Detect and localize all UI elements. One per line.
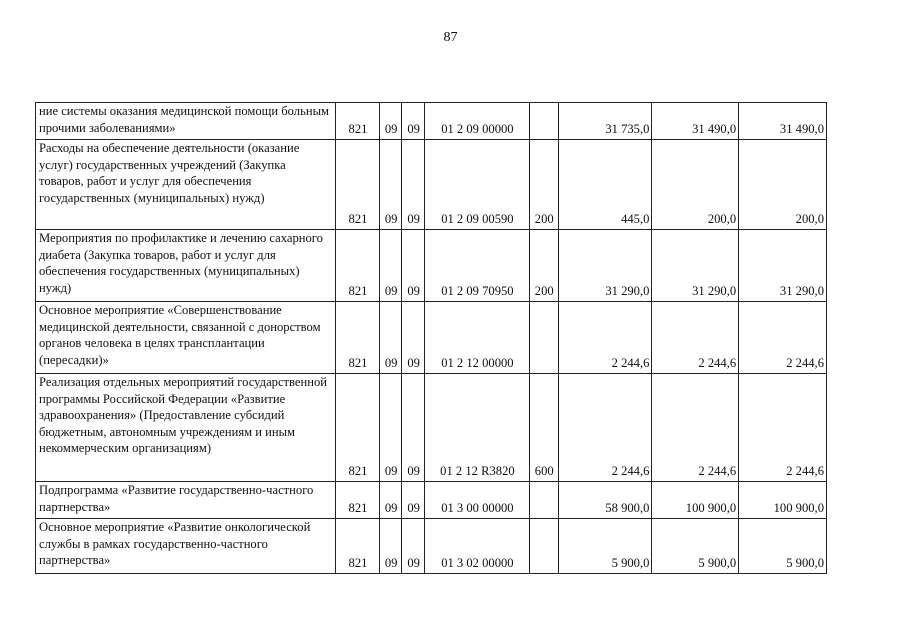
row-amount-year1: 31 735,0 [558,103,652,140]
row-expense-type [529,519,558,574]
row-admin-code: 821 [336,374,380,482]
row-section: 09 [379,230,401,302]
row-admin-code: 821 [336,482,380,519]
row-amount-year3: 5 900,0 [739,519,827,574]
row-name: Мероприятия по профилактике и лечению сахарного диабета (Закупка товаров, работ и услуг для обеспечения государственных (муниципальных) нужд) [36,230,336,302]
row-name: Подпрограмма «Развитие государственно-частного партнерства» [36,482,336,519]
row-subsection: 09 [402,482,424,519]
row-amount-year3: 2 244,6 [739,374,827,482]
row-amount-year2: 100 900,0 [652,482,739,519]
table-row [36,140,827,230]
row-admin-code: 821 [336,230,380,302]
table-row [36,230,827,302]
row-amount-year2: 31 490,0 [652,103,739,140]
row-admin-code: 821 [336,103,380,140]
row-section: 09 [379,519,401,574]
row-expense-type: 200 [529,230,558,302]
row-subsection: 09 [402,140,424,230]
row-expense-type: 200 [529,140,558,230]
row-expense-type: 600 [529,374,558,482]
row-subsection: 09 [402,374,424,482]
row-admin-code: 821 [336,302,380,374]
row-amount-year3: 2 244,6 [739,302,827,374]
row-admin-code: 821 [336,140,380,230]
table-row [36,482,827,519]
row-amount-year1: 2 244,6 [558,374,652,482]
row-name: Основное мероприятие «Развитие онкологической службы в рамках государственно-частного партнерства» [36,519,336,574]
row-subsection: 09 [402,519,424,574]
row-amount-year3: 200,0 [739,140,827,230]
page-number: 87 [443,30,458,45]
row-amount-year1: 31 290,0 [558,230,652,302]
row-expense-type [529,302,558,374]
row-expense-type [529,103,558,140]
table-row [36,103,827,140]
row-section: 09 [379,374,401,482]
row-section: 09 [379,140,401,230]
row-amount-year3: 100 900,0 [739,482,827,519]
row-amount-year2: 2 244,6 [652,302,739,374]
row-amount-year1: 445,0 [558,140,652,230]
row-admin-code: 821 [336,519,380,574]
row-amount-year2: 2 244,6 [652,374,739,482]
row-subsection: 09 [402,230,424,302]
row-amount-year2: 31 290,0 [652,230,739,302]
table-row [36,519,827,574]
row-target-article: 01 2 09 00000 [424,103,529,140]
row-target-article: 01 3 00 00000 [424,482,529,519]
row-target-article: 01 2 12 R3820 [424,374,529,482]
row-amount-year1: 58 900,0 [558,482,652,519]
row-section: 09 [379,482,401,519]
row-section: 09 [379,302,401,374]
row-target-article: 01 3 02 00000 [424,519,529,574]
row-name: Основное мероприятие «Совершенствование медицинской деятельности, связанной с донорством органов человека в целях трансплантации (пересадки)» [36,302,336,374]
row-amount-year2: 5 900,0 [652,519,739,574]
row-target-article: 01 2 12 00000 [424,302,529,374]
row-section: 09 [379,103,401,140]
row-name: ние системы оказания медицинской помощи больным прочими заболеваниями» [36,103,336,140]
row-amount-year3: 31 290,0 [739,230,827,302]
row-name: Расходы на обеспечение деятельности (оказание услуг) государственных учреждений (Закупка товаров, работ и услуг для обеспечения государственных (муниципальных) нужд) [36,140,336,230]
row-name: Реализация отдельных мероприятий государственной программы Российской Федерации «Развитие здравоохранения» (Предоставление субсидий бюджетным, автономным учреждениям и иным некоммерческим организациям) [36,374,336,482]
table-row [36,302,827,374]
row-target-article: 01 2 09 00590 [424,140,529,230]
row-amount-year2: 200,0 [652,140,739,230]
row-amount-year1: 5 900,0 [558,519,652,574]
table-row [36,374,827,482]
row-subsection: 09 [402,103,424,140]
row-amount-year3: 31 490,0 [739,103,827,140]
row-amount-year1: 2 244,6 [558,302,652,374]
row-target-article: 01 2 09 70950 [424,230,529,302]
row-expense-type [529,482,558,519]
row-subsection: 09 [402,302,424,374]
budget-table [35,102,827,574]
